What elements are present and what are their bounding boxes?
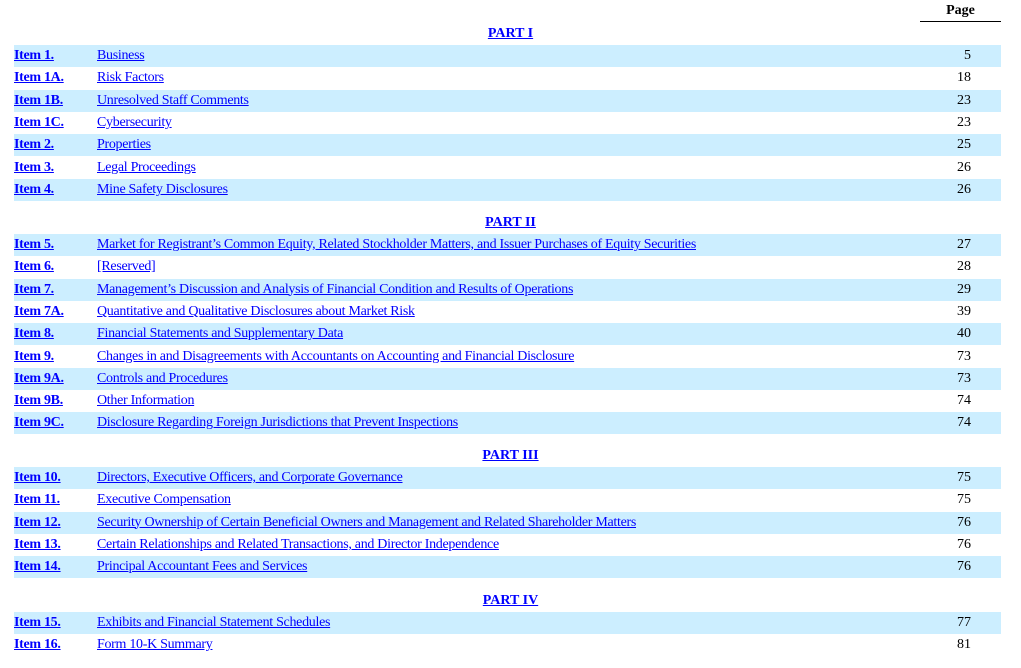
toc-row: [14, 301, 1001, 323]
toc-row: [14, 279, 1001, 301]
item-title-link[interactable]: Risk Factors: [97, 70, 164, 86]
part-title-link[interactable]: PART I: [487, 26, 534, 41]
part-title: [0, 213, 1021, 233]
item-title-link[interactable]: Market for Registrant’s Common Equity, Related Stockholder Matters, and Issuer Purchases of Equity Securities: [97, 237, 696, 252]
toc-row: [14, 90, 1001, 112]
item-title-link[interactable]: Form 10-K Summary: [97, 637, 213, 653]
item-number-link[interactable]: Item 7.: [14, 281, 54, 297]
item-page-number: 26: [957, 181, 971, 197]
part-title: [0, 446, 1021, 466]
item-number-link[interactable]: Item 15.: [14, 615, 61, 630]
item-title-link[interactable]: Executive Compensation: [97, 492, 231, 508]
item-title-link[interactable]: Cybersecurity: [97, 114, 172, 130]
toc-row: [14, 157, 1001, 179]
item-number-link[interactable]: Item 11.: [14, 492, 60, 508]
item-number-link[interactable]: Item 12.: [14, 514, 61, 530]
item-page-number: 76: [957, 559, 971, 575]
item-page-number: 74: [957, 415, 971, 431]
item-title-link[interactable]: [Reserved]: [97, 259, 156, 275]
item-number-link[interactable]: Item 6.: [14, 259, 54, 275]
item-number-link[interactable]: Item 9.: [14, 348, 54, 364]
item-number-link[interactable]: Item 10.: [14, 470, 61, 485]
toc-row: [14, 556, 1001, 578]
item-page-number: 23: [957, 114, 971, 130]
item-number-link[interactable]: Item 3.: [14, 159, 54, 175]
part-title-link[interactable]: PART IV: [482, 593, 539, 608]
page-column-label: Page: [946, 3, 975, 18]
toc-row: [14, 612, 1001, 634]
toc-row: [14, 67, 1001, 89]
item-page-number: 27: [957, 237, 971, 252]
toc-row: [14, 234, 1001, 256]
item-page-number: 77: [957, 615, 971, 630]
part-title: [0, 591, 1021, 611]
item-title-link[interactable]: Legal Proceedings: [97, 159, 196, 175]
item-page-number: 18: [957, 70, 971, 86]
toc-row: [14, 390, 1001, 412]
item-title-link[interactable]: Unresolved Staff Comments: [97, 92, 249, 108]
item-number-link[interactable]: Item 1.: [14, 48, 54, 63]
item-number-link[interactable]: Item 1C.: [14, 114, 64, 130]
toc-row: [14, 368, 1001, 390]
part-title-link[interactable]: PART II: [485, 215, 536, 230]
item-page-number: 23: [957, 92, 971, 108]
toc-row: [14, 346, 1001, 368]
item-title-link[interactable]: Directors, Executive Officers, and Corporate Governance: [97, 470, 403, 485]
item-number-link[interactable]: Item 1A.: [14, 70, 64, 86]
item-title-link[interactable]: Security Ownership of Certain Beneficial Owners and Management and Related Shareholder Matters: [97, 514, 637, 530]
item-number-link[interactable]: Item 8.: [14, 326, 54, 342]
toc-row: [14, 256, 1001, 278]
item-number-link[interactable]: Item 4.: [14, 181, 54, 197]
item-number-link[interactable]: Item 14.: [14, 559, 61, 575]
item-page-number: 40: [957, 326, 971, 342]
toc-row: [14, 112, 1001, 134]
item-title-link[interactable]: Controls and Procedures: [97, 370, 228, 386]
item-number-link[interactable]: Item 2.: [14, 137, 54, 153]
toc-row: [14, 45, 1001, 67]
item-number-link[interactable]: Item 7A.: [14, 303, 64, 319]
part-title: [0, 24, 1021, 44]
part-title-link[interactable]: PART III: [482, 448, 539, 463]
item-title-link[interactable]: Properties: [97, 137, 151, 153]
toc-row: [14, 179, 1001, 201]
item-page-number: 76: [957, 536, 971, 552]
item-title-link[interactable]: Management’s Discussion and Analysis of Financial Condition and Results of Operations: [97, 281, 574, 297]
item-title-link[interactable]: Changes in and Disagreements with Accountants on Accounting and Financial Disclosure: [97, 348, 575, 364]
page-header: [0, 0, 1021, 26]
toc-row: [14, 134, 1001, 156]
item-title-link[interactable]: Disclosure Regarding Foreign Jurisdictions that Prevent Inspections: [97, 415, 458, 431]
toc-row: [14, 634, 1001, 656]
item-page-number: 81: [957, 637, 971, 653]
item-title-link[interactable]: Exhibits and Financial Statement Schedules: [97, 615, 331, 630]
page-column-rule: [920, 21, 1001, 22]
toc-row: [14, 489, 1001, 511]
item-number-link[interactable]: Item 9B.: [14, 393, 63, 409]
item-page-number: 76: [957, 514, 971, 530]
toc-row: [14, 512, 1001, 534]
item-title-link[interactable]: Business: [97, 48, 145, 63]
item-number-link[interactable]: Item 9A.: [14, 370, 64, 386]
item-number-link[interactable]: Item 5.: [14, 237, 54, 252]
item-page-number: 75: [957, 470, 971, 485]
item-page-number: 26: [957, 159, 971, 175]
item-number-link[interactable]: Item 13.: [14, 536, 61, 552]
item-title-link[interactable]: Financial Statements and Supplementary Data: [97, 326, 344, 342]
item-page-number: 29: [957, 281, 971, 297]
item-number-link[interactable]: Item 9C.: [14, 415, 64, 431]
item-page-number: 73: [957, 370, 971, 386]
item-title-link[interactable]: Other Information: [97, 393, 195, 409]
item-number-link[interactable]: Item 16.: [14, 637, 61, 653]
item-page-number: 28: [957, 259, 971, 275]
toc-row: [14, 412, 1001, 434]
item-page-number: 74: [957, 393, 971, 409]
toc-row: [14, 467, 1001, 489]
item-title-link[interactable]: Certain Relationships and Related Transactions, and Director Independence: [97, 536, 499, 552]
item-page-number: 73: [957, 348, 971, 364]
item-page-number: 5: [964, 48, 971, 63]
item-title-link[interactable]: Principal Accountant Fees and Services: [97, 559, 308, 575]
item-page-number: 25: [957, 137, 971, 153]
item-page-number: 75: [957, 492, 971, 508]
toc-row: [14, 323, 1001, 345]
item-title-link[interactable]: Quantitative and Qualitative Disclosures about Market Risk: [97, 303, 415, 319]
item-title-link[interactable]: Mine Safety Disclosures: [97, 181, 228, 197]
item-page-number: 39: [957, 303, 971, 319]
item-number-link[interactable]: Item 1B.: [14, 92, 63, 108]
toc-row: [14, 534, 1001, 556]
